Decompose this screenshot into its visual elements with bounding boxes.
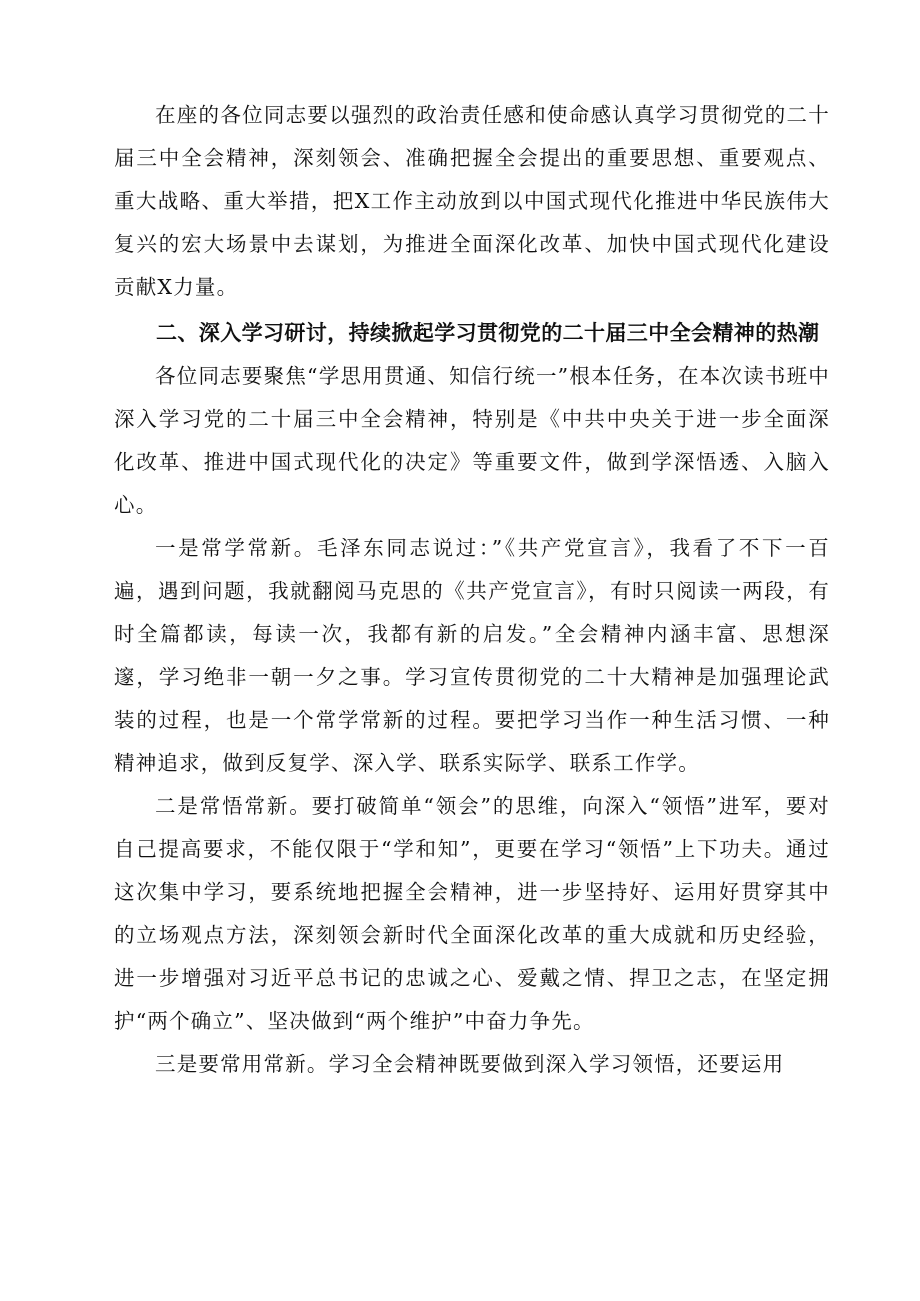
- paragraph-commitment: 在座的各位同志要以强烈的政治责任感和使命感认真学习贯彻党的二十届三中全会精神，深刻领会、准确把握全会提出的重要思想、重要观点、重大战略、重大举措，把X工作主动放到以中国式现代化推进中华民族伟大复兴的宏大场景中去谋划，为推进全面深化改革、加快中国式现代化建设贡献X力量。: [114, 103, 830, 299]
- section-heading-2: 二、深入学习研讨，持续掀起学习贯彻党的二十届三中全会精神的热潮: [156, 321, 820, 345]
- paragraph-study-often: 一是常学常新。毛泽东同志说过：”《共产党宣言》，我看了不下一百遍，遇到问题，我就翻阅马克思的《共产党宣言》，有时只阅读一两段，有时全篇都读，每读一次，我都有新的启发。”全会精神内涵丰富、思想深邃，学习绝非一朝一夕之事。学习宣传贯彻党的二十大精神是加强理论武装的过程，也是一个常学常新的过程。要把学习当作一种生活习惯、一种精神追求，做到反复学、深入学、联系实际学、联系工作学。: [114, 536, 830, 775]
- document-body: [114, 94, 830, 1086]
- paragraph-focus-task: 各位同志要聚焦“学思用贯通、知信行统一”根本任务，在本次读书班中深入学习党的二十届三中全会精神，特别是《中共中央关于进一步全面深化改革、推进中国式现代化的决定》等重要文件，做到学深悟透、入脑入心。: [114, 364, 830, 517]
- paragraph-apply-often: 三是要常用常新。学习全会精神既要做到深入学习领悟，还要运用: [155, 1052, 785, 1076]
- paragraph-understand-often: 二是常悟常新。要打破简单“领会”的思维，向深入“领悟”进军，要对自己提高要求，不能仅限于“学和知”，更要在学习“领悟”上下功夫。通过这次集中学习，要系统地把握全会精神，进一步坚持好、运用好贯穿其中的立场观点方法，深刻领会新时代全面深化改革的重大成就和历史经验，进一步增强对习近平总书记的忠诚之心、爱戴之情、捍卫之志，在坚定拥护“两个确立”、坚决做到“两个维护”中奋力争先。: [114, 794, 830, 1033]
